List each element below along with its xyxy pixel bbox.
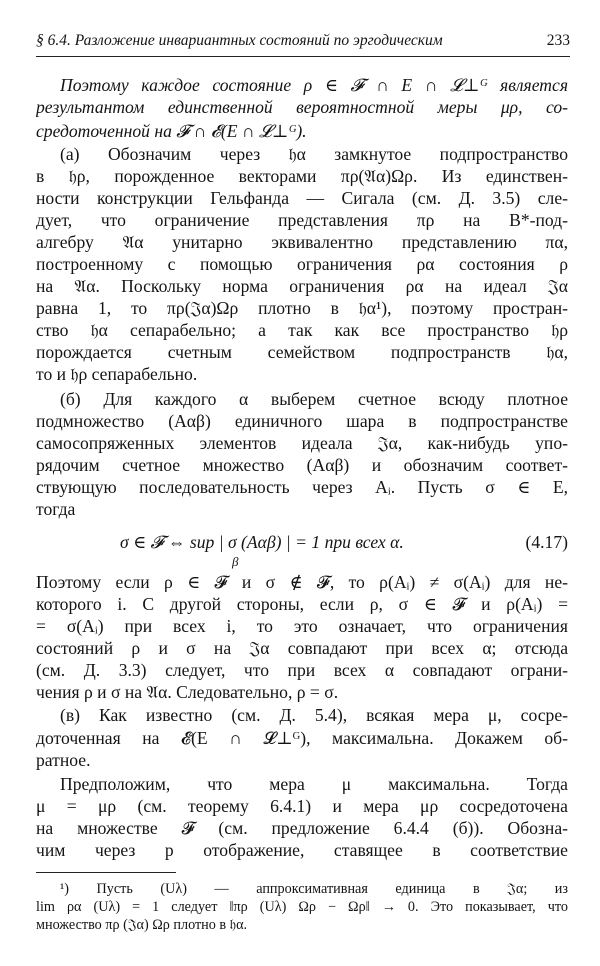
running-header	[36, 30, 570, 57]
text-line: (в) Как известно (см. Д. 5.4), всякая мера μ, сосре-	[60, 705, 568, 725]
page-number: 233	[546, 32, 570, 49]
text-line: чения ρ и σ на 𝔄α. Следовательно, ρ = σ.	[36, 682, 339, 702]
footnote-line: множество πρ (𝔍α) Ωρ плотно в 𝔥α.	[36, 917, 248, 933]
text-line: подмножество (Aαβ) единичного шара в подпространстве	[36, 411, 568, 431]
text-line: алгебру 𝔄α унитарно эквивалентно представлению πα,	[36, 232, 568, 252]
text-line: построенному с помощью ограничения ρα состояния ρ	[36, 254, 568, 274]
text-line: тогда	[36, 499, 76, 519]
footnote-rule	[36, 872, 176, 873]
text-line: доточенная на 𝓔(E ∩ 𝓛⊥ᴳ), максимальна. Докажем об-	[36, 728, 568, 748]
equation-body: σ ∈ 𝓕 ⇔ sup | σ (Aαβ) | = 1 при всех α.	[120, 532, 404, 552]
text-line: состояний ρ и σ на 𝔍α совпадают при всех α; отсюда	[36, 638, 568, 658]
text-line: ности конструкции Гельфанда — Сигала (см. Д. 3.5) сле-	[36, 188, 568, 208]
text-line: чим через p отображение, ставящее в соответствие	[36, 840, 568, 860]
text-line: Поэтому если ρ ∈ 𝓕 и σ ∉ 𝓕, то ρ(Aᵢ) ≠ σ(Aᵢ) для не-	[36, 572, 568, 592]
text-line: на 𝔄α. Поскольку норма ограничения ρα на идеал 𝔍α	[36, 276, 568, 296]
footnote-line: lim ρα (Uλ) = 1 следует ‖πρ (Uλ) Ωρ − Ωρ‖ → 0. Это показывает, что	[36, 899, 568, 915]
text-line: в 𝔥ρ, порожденное векторами πρ(𝔄α)Ωρ. Из единствен-	[36, 166, 568, 186]
text-line: самосопряженных элементов идеала 𝔍α, как-нибудь упо-	[36, 433, 568, 453]
text-line: (а) Обозначим через 𝔥α замкнутое подпространство	[60, 144, 568, 164]
text-line: дует, что ограничение представления πρ на B*-под-	[36, 210, 568, 230]
text-line: = σ(Aᵢ) при всех i, то это означает, что ограничения	[36, 616, 568, 636]
text-line: Предположим, что мера μ максимальна. Тогда	[60, 774, 568, 794]
running-title: § 6.4. Разложение инвариантных состояний по эргодическим	[36, 32, 443, 49]
equation-subscript: β	[232, 554, 239, 569]
text-line: ство 𝔥α сепарабельно; а так как все пространство 𝔥ρ	[36, 320, 568, 340]
footnote-line: ¹) Пусть (Uλ) — аппроксимативная единица в 𝔍α; из	[60, 881, 568, 897]
equation-4-17	[120, 531, 568, 569]
text-line: ствующую последовательность через Aᵢ. Пусть σ ∈ E,	[36, 477, 568, 497]
text-line: (б) Для каждого α выберем счетное всюду плотное	[60, 389, 568, 409]
text-line: порождается счетным семейством подпространств 𝔥α,	[36, 342, 568, 362]
text-line: Поэтому каждое состояние ρ ∈ 𝓕 ∩ E ∩ 𝓛⊥ᴳ является	[60, 75, 568, 95]
text-line: на множестве 𝓕 (см. предложение 6.4.4 (б)). Обозна-	[36, 818, 568, 838]
text-line: μ = μρ (см. теорему 6.4.1) и мера μρ сосредоточена	[36, 796, 568, 816]
text-line: ратное.	[36, 750, 91, 770]
text-line: результантом единственной вероятностной меры μρ, со-	[36, 97, 568, 117]
equation-number: (4.17)	[525, 532, 568, 552]
text-line: (см. Д. 3.3) следует, что при всех α совпадают ограни-	[36, 660, 568, 680]
text-line: рядочим счетное множество (Aαβ) и обозначим соответ-	[36, 455, 568, 475]
text-line: которого i. С другой стороны, если ρ, σ ∈ 𝓕 и ρ(Aᵢ) =	[36, 594, 568, 614]
text-line: средоточенной на 𝓕 ∩ 𝓔(E ∩ 𝓛⊥ᴳ).	[36, 121, 307, 141]
text-line: равна 1, то πρ(𝔍α)Ωρ плотно в 𝔥α¹), поэтому простран-	[36, 298, 568, 318]
text-line: то и 𝔥ρ сепарабельно.	[36, 364, 198, 384]
